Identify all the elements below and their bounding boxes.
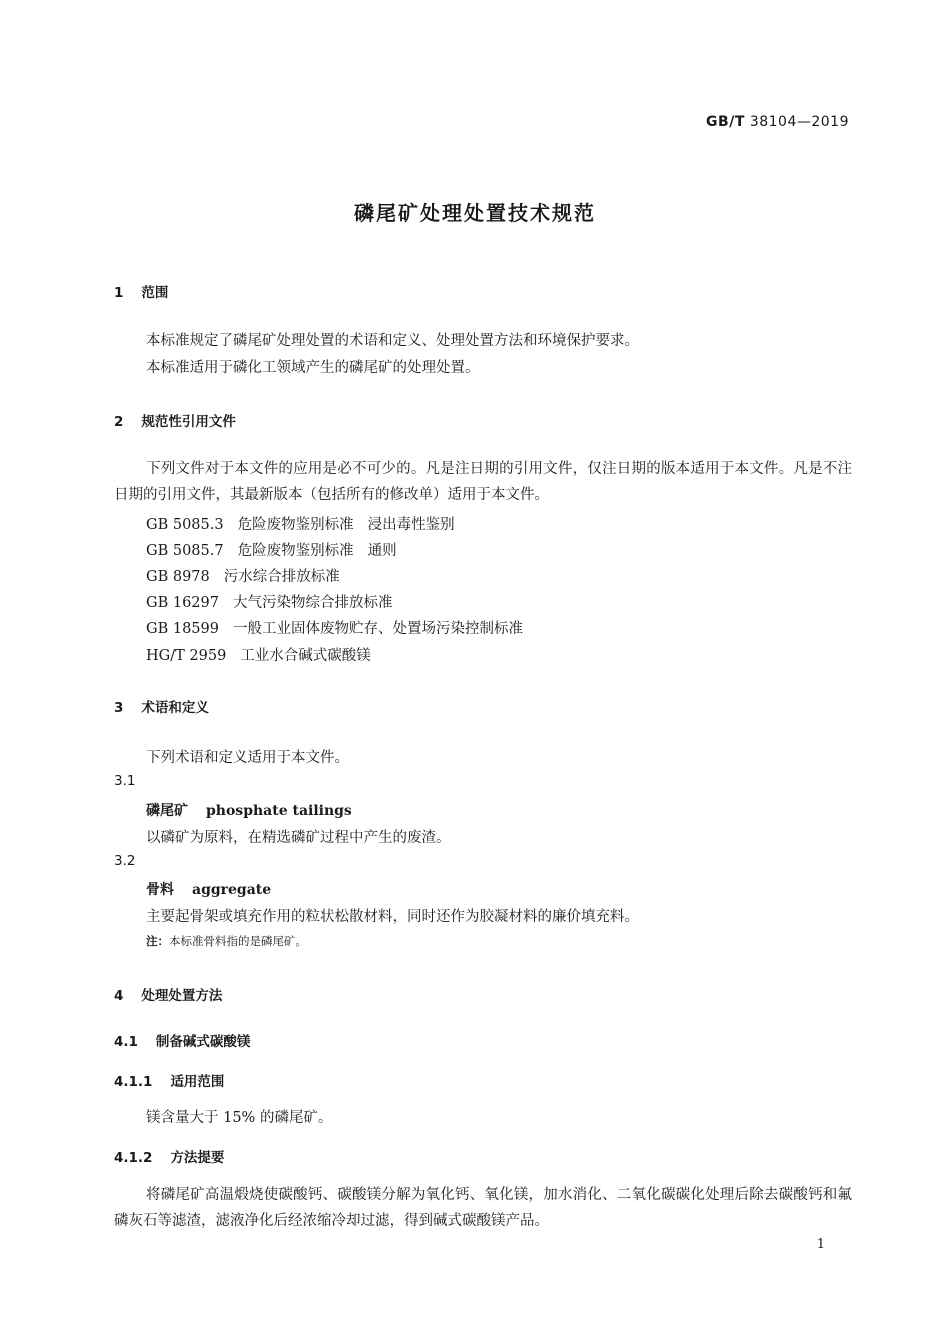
term-number: 3.1 <box>114 773 136 789</box>
term-title: 骨料 aggregate <box>146 882 272 898</box>
note: 注：本标准骨料指的是磷尾矿。 <box>146 934 307 948</box>
ref-item: GB 5085.3 危险废物鉴别标准 浸出毒性鉴别 <box>146 517 455 533</box>
term-definition: 主要起骨架或填充作用的粒状松散材料，同时还作为胶凝材料的廉价填充料。 <box>146 909 639 925</box>
section-4-1-2-heading: 4.1.2 方法提要 <box>114 1150 225 1166</box>
section-1-para-1: 本标准规定了磷尾矿处理处置的术语和定义、处理处置方法和环境保护要求。 <box>146 333 639 349</box>
section-4-heading: 4 处理处置方法 <box>114 988 223 1004</box>
section-3-intro: 下列术语和定义适用于本文件。 <box>146 750 349 766</box>
ref-item: GB 16297 大气污染物综合排放标准 <box>146 595 393 611</box>
standard-code: GB/T 38104—2019 <box>706 114 849 130</box>
ref-item: HG/T 2959 工业水合碱式碳酸镁 <box>146 648 371 664</box>
section-4-1-1-heading: 4.1.1 适用范围 <box>114 1074 225 1090</box>
section-3-heading: 3 术语和定义 <box>114 700 209 716</box>
page-number: 1 <box>816 1237 825 1252</box>
ref-item: GB 5085.7 危险废物鉴别标准 通则 <box>146 543 397 559</box>
term-definition: 以磷矿为原料，在精选磷矿过程中产生的废渣。 <box>146 830 451 846</box>
section-4-1-2-text: 将磷尾矿高温煅烧使碳酸钙、碳酸镁分解为氧化钙、氧化镁，加水消化、二氧化碳碳化处理后除去碳酸钙和氟磷灰石等滤渣，滤液净化后经浓缩冷却过滤，得到碱式碳酸镁产品。 <box>114 1187 852 1229</box>
term-number: 3.2 <box>114 853 136 869</box>
term-title: 磷尾矿 phosphate tailings <box>146 803 352 819</box>
section-1-para-2: 本标准适用于磷化工领域产生的磷尾矿的处理处置。 <box>146 360 480 376</box>
page-title: 磷尾矿处理处置技术规范 <box>354 201 596 225</box>
ref-item: GB 18599 一般工业固体废物贮存、处置场污染控制标准 <box>146 621 523 637</box>
section-2-heading: 2 规范性引用文件 <box>114 414 236 430</box>
section-4-1-1-text: 镁含量大于 15% 的磷尾矿。 <box>146 1110 333 1126</box>
ref-item: GB 8978 污水综合排放标准 <box>146 569 340 585</box>
section-4-1-heading: 4.1 制备碱式碳酸镁 <box>114 1034 251 1050</box>
section-1-heading: 1 范围 <box>114 285 169 301</box>
section-2-intro: 下列文件对于本文件的应用是必不可少的。凡是注日期的引用文件，仅注日期的版本适用于本文件。凡是不注日期的引用文件，其最新版本（包括所有的修改单）适用于本文件。 <box>114 461 852 503</box>
